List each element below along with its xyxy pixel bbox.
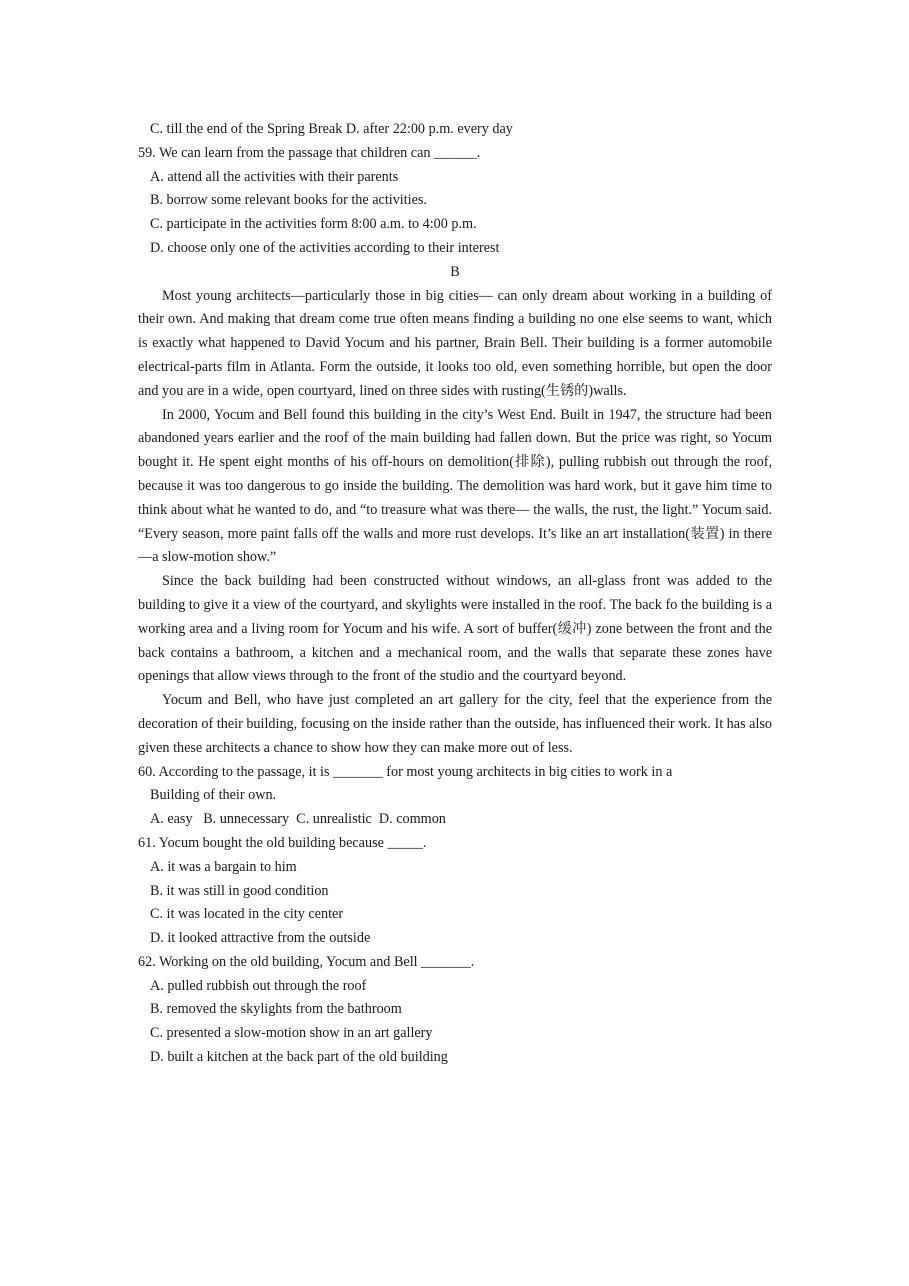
q59-option-a: A. attend all the activities with their parents xyxy=(150,168,399,185)
section-label: B xyxy=(450,263,460,280)
passage-paragraph-1: Most young architects—particularly those in big cities— can only dream about working in a building of their own. And making that dream come true often means finding a building no one else seems to want, which is exactly what happened to David Yocum and his partner, Brain Bell. Their building is a former automobile electrical-parts film in Atlanta. Form the outside, it looks too old, even something horrible, but open the door and you are in a wide, open courtyard, lined on three sides with rusting(生锈的)walls. xyxy=(138,287,772,399)
passage-paragraph-4: Yocum and Bell, who have just completed an art gallery for the city, feel that the experience from the decoration of their building, focusing on the inside rather than the outside, has influenced their work. It has also given these architects a chance to show how they can make more out of less. xyxy=(138,692,772,756)
q62-option-b: B. removed the skylights from the bathroom xyxy=(150,1001,402,1018)
passage-paragraph-2: In 2000, Yocum and Bell found this building in the city’s West End. Built in 1947, the structure had been abandoned years earlier and the roof of the main building had fallen down. But the price was right, so Yocum bought it. He spent eight months of his off-hours on demolition(排除), pulling rubbish out through the roof, because it was too dangerous to go inside the building. The demolition was hard work, but it gave him time to think about what he wanted to do, and “to treasure what was there— the walls, the rust, the light.” Yocum said. “Every season, more paint falls off the walls and more rust develops. It’s like an art installation(装置) in there—a slow-motion show.” xyxy=(138,406,772,566)
q59-option-b: B. borrow some relevant books for the activities. xyxy=(150,192,427,209)
q61-option-b: B. it was still in good condition xyxy=(150,882,329,899)
q62-stem: 62. Working on the old building, Yocum and Bell _______. xyxy=(138,953,475,970)
q61-option-a: A. it was a bargain to him xyxy=(150,858,297,875)
q61-option-c: C. it was located in the city center xyxy=(150,906,344,923)
q59-option-d: D. choose only one of the activities according to their interest xyxy=(150,239,500,256)
q59-option-c: C. participate in the activities form 8:00 a.m. to 4:00 p.m. xyxy=(150,216,477,233)
q61-option-d: D. it looked attractive from the outside xyxy=(150,930,371,947)
q62-option-d: D. built a kitchen at the back part of the old building xyxy=(150,1049,448,1066)
exam-page xyxy=(138,118,772,1070)
q62-option-c: C. presented a slow-motion show in an art gallery xyxy=(150,1025,433,1042)
q62-option-a: A. pulled rubbish out through the roof xyxy=(150,977,367,994)
q60-options: A. easy B. unnecessary C. unrealistic D. common xyxy=(150,811,446,828)
q60-stem-continued: Building of their own. xyxy=(150,787,277,804)
q58-options-tail: C. till the end of the Spring Break D. after 22:00 p.m. every day xyxy=(150,121,513,137)
q60-stem: 60. According to the passage, it is _______ for most young architects in big cities to work in a xyxy=(138,763,673,780)
q61-stem: 61. Yocum bought the old building because _____. xyxy=(138,834,427,851)
passage-paragraph-3: Since the back building had been constructed without windows, an all-glass front was added to the building to give it a view of the courtyard, and skylights were installed in the roof. The back fo the building is a working area and a living room for Yocum and his wife. A sort of buffer(缓冲) zone between the front and the back contains a bathroom, a kitchen and a mechanical room, and the walls that separate these zones have openings that allow views through to the front of the studio and the courtyard beyond. xyxy=(138,573,772,685)
q59-stem: 59. We can learn from the passage that children can ______. xyxy=(138,144,481,161)
